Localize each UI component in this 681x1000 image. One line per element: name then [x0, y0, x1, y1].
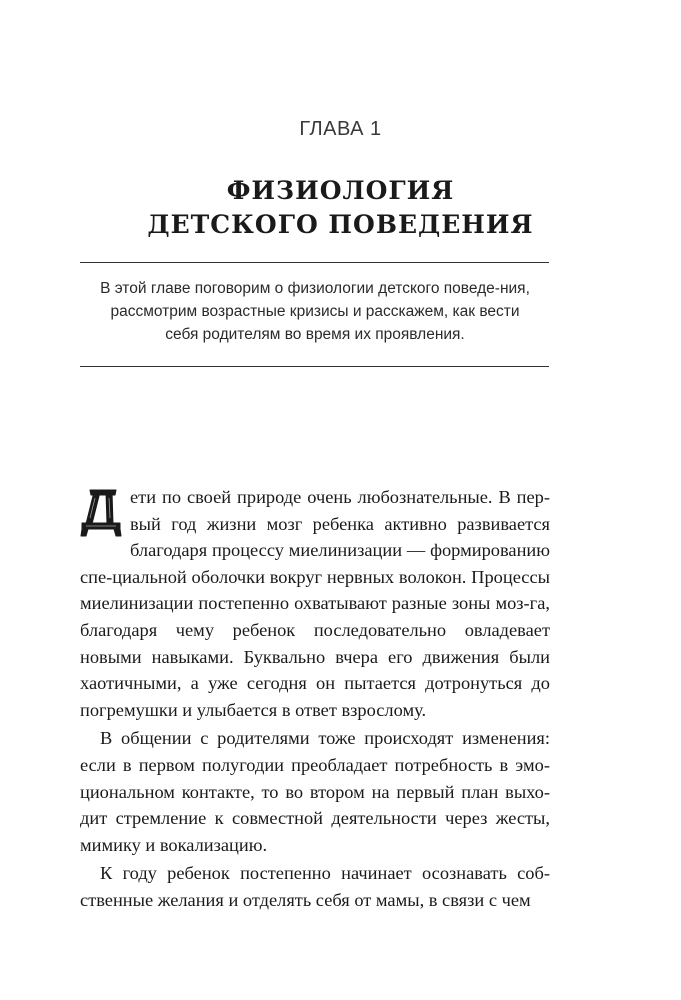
- body-text: [80, 484, 550, 914]
- drop-cap-glyph: [80, 488, 122, 538]
- chapter-title-line-2: ДЕТСКОГО ПОВЕДЕНИЯ: [147, 210, 534, 239]
- paragraph-3: К году ребенок постепенно начинает осознавать соб-ственные желания и отделять себя от мамы, в связи с чем: [80, 863, 550, 910]
- paragraph-1: [80, 484, 550, 723]
- paragraph-2: В общении с родителями тоже происходят изменения: если в первом полугодии преобладает потребность в эмо-циональном контакте, то во втором на первый план выхо-дит стремление к совместной деятельности через жесты, мимику и вокализацию.: [80, 728, 550, 855]
- paragraph-1-text: ети по своей природе очень любознательные. В пер-вый год жизни мозг ребенка активно развивается благодаря процессу миелинизации — формированию спе-циальной оболочки вокруг нервных волокон. Процессы миелинизации постепенно охватывают разные зоны моз-га, благодаря чему ребенок последовательно овладевает новыми навыками. Буквально вчера его движения были хаотичными, а уже сегодня он пытается дотронуться до погремушки и улыбается в ответ взрослому.: [80, 487, 550, 720]
- chapter-title: [0, 174, 681, 242]
- chapter-label: ГЛАВА 1: [299, 118, 382, 140]
- top-divider: [80, 262, 549, 263]
- bottom-divider: [80, 366, 549, 367]
- chapter-intro: В этой главе поговорим о физиологии детского поведе-ния, рассмотрим возрастные кризисы и расскажем, как вести себя родителям во время их проявления.: [100, 280, 530, 343]
- chapter-title-line-1: ФИЗИОЛОГИЯ: [226, 176, 455, 205]
- drop-cap: [80, 488, 122, 538]
